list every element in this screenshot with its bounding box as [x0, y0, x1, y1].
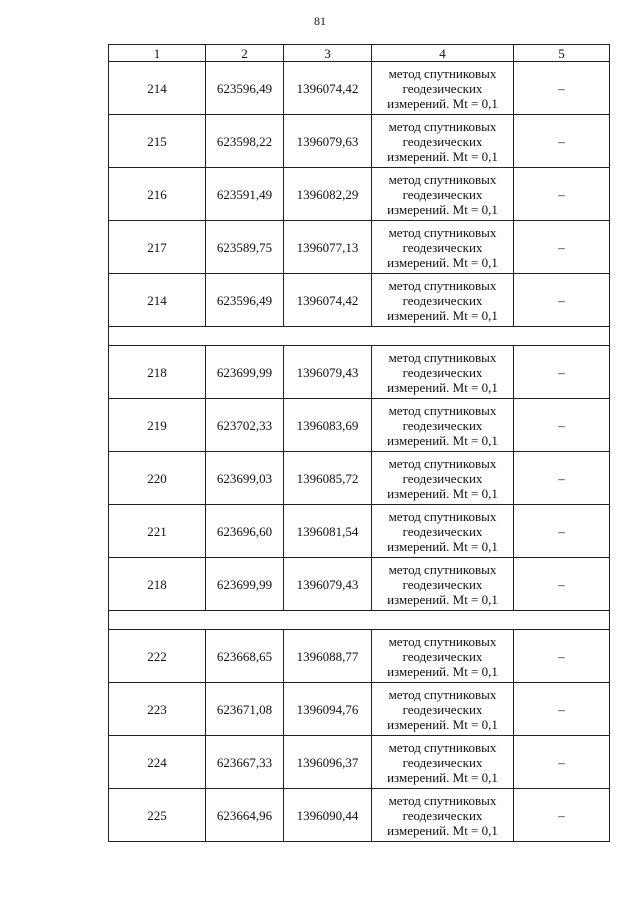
- x-coordinate-cell: 623696,60: [206, 505, 284, 558]
- method-line: геодезических: [402, 470, 483, 486]
- table-row: [109, 62, 610, 115]
- y-coordinate-cell: 1396096,37: [284, 736, 372, 789]
- table-header-row: [109, 45, 610, 62]
- x-coordinate-cell: 623667,33: [206, 736, 284, 789]
- y-coordinate-cell: 1396079,43: [284, 558, 372, 611]
- table-row: [109, 274, 610, 327]
- method-cell: [372, 452, 514, 505]
- coordinates-table: [108, 44, 610, 842]
- header-cell: 2: [206, 45, 284, 62]
- column-5-cell: –: [514, 168, 610, 221]
- method-cell: [372, 346, 514, 399]
- x-coordinate-cell: 623598,22: [206, 115, 284, 168]
- x-coordinate-cell: 623699,03: [206, 452, 284, 505]
- column-5-cell: –: [514, 452, 610, 505]
- column-5-cell: –: [514, 399, 610, 452]
- y-coordinate-cell: 1396077,13: [284, 221, 372, 274]
- method-line: измерений. Mt = 0,1: [387, 591, 498, 607]
- y-coordinate-cell: 1396082,29: [284, 168, 372, 221]
- x-coordinate-cell: 623671,08: [206, 683, 284, 736]
- page-number: 81: [314, 14, 326, 28]
- table-row: [109, 399, 610, 452]
- table-body: [109, 45, 610, 842]
- method-line: измерений. Mt = 0,1: [387, 822, 498, 838]
- point-number-cell: 217: [109, 221, 206, 274]
- table-row: [109, 789, 610, 842]
- method-cell: [372, 168, 514, 221]
- header-cell: 1: [109, 45, 206, 62]
- x-coordinate-cell: 623702,33: [206, 399, 284, 452]
- column-5-cell: –: [514, 346, 610, 399]
- table-row: [109, 346, 610, 399]
- method-line: геодезических: [402, 701, 483, 717]
- table-row: [109, 683, 610, 736]
- x-coordinate-cell: 623664,96: [206, 789, 284, 842]
- method-line: геодезических: [402, 576, 483, 592]
- header-cell: 4: [372, 45, 514, 62]
- table-row: [109, 115, 610, 168]
- method-line: метод спутниковых: [388, 65, 497, 81]
- method-line: измерений. Mt = 0,1: [387, 538, 498, 554]
- method-cell: [372, 683, 514, 736]
- table-row: [109, 221, 610, 274]
- method-line: измерений. Mt = 0,1: [387, 379, 498, 395]
- table-row: [109, 452, 610, 505]
- method-line: метод спутниковых: [388, 739, 497, 755]
- x-coordinate-cell: 623668,65: [206, 630, 284, 683]
- column-5-cell: –: [514, 683, 610, 736]
- column-5-cell: –: [514, 505, 610, 558]
- point-number-cell: 223: [109, 683, 206, 736]
- method-line: измерений. Mt = 0,1: [387, 95, 498, 111]
- point-number-cell: 216: [109, 168, 206, 221]
- method-line: метод спутниковых: [388, 561, 497, 577]
- y-coordinate-cell: 1396090,44: [284, 789, 372, 842]
- header-cell: 5: [514, 45, 610, 62]
- method-cell: [372, 274, 514, 327]
- method-cell: [372, 115, 514, 168]
- method-cell: [372, 558, 514, 611]
- x-coordinate-cell: 623591,49: [206, 168, 284, 221]
- table-row: [109, 630, 610, 683]
- point-number-cell: 219: [109, 399, 206, 452]
- method-line: геодезических: [402, 133, 483, 149]
- method-cell: [372, 505, 514, 558]
- method-line: геодезических: [402, 523, 483, 539]
- x-coordinate-cell: 623596,49: [206, 62, 284, 115]
- method-line: измерений. Mt = 0,1: [387, 201, 498, 217]
- method-line: геодезических: [402, 648, 483, 664]
- method-line: измерений. Mt = 0,1: [387, 485, 498, 501]
- method-cell: [372, 399, 514, 452]
- point-number-cell: 225: [109, 789, 206, 842]
- method-line: метод спутниковых: [388, 792, 497, 808]
- method-line: геодезических: [402, 754, 483, 770]
- method-line: метод спутниковых: [388, 633, 497, 649]
- y-coordinate-cell: 1396085,72: [284, 452, 372, 505]
- method-line: геодезических: [402, 239, 483, 255]
- column-5-cell: –: [514, 115, 610, 168]
- method-line: геодезических: [402, 186, 483, 202]
- y-coordinate-cell: 1396079,43: [284, 346, 372, 399]
- group-separator-row: [109, 611, 610, 630]
- x-coordinate-cell: 623699,99: [206, 346, 284, 399]
- method-line: геодезических: [402, 807, 483, 823]
- method-cell: [372, 221, 514, 274]
- column-5-cell: –: [514, 558, 610, 611]
- method-line: измерений. Mt = 0,1: [387, 663, 498, 679]
- method-line: измерений. Mt = 0,1: [387, 254, 498, 270]
- column-5-cell: –: [514, 221, 610, 274]
- method-cell: [372, 736, 514, 789]
- method-line: геодезических: [402, 292, 483, 308]
- method-line: измерений. Mt = 0,1: [387, 769, 498, 785]
- method-line: метод спутниковых: [388, 118, 497, 134]
- column-5-cell: –: [514, 274, 610, 327]
- method-line: метод спутниковых: [388, 455, 497, 471]
- separator-cell: [109, 611, 610, 630]
- table-row: [109, 736, 610, 789]
- column-5-cell: –: [514, 630, 610, 683]
- method-cell: [372, 789, 514, 842]
- y-coordinate-cell: 1396081,54: [284, 505, 372, 558]
- point-number-cell: 220: [109, 452, 206, 505]
- method-line: метод спутниковых: [388, 171, 497, 187]
- y-coordinate-cell: 1396079,63: [284, 115, 372, 168]
- x-coordinate-cell: 623589,75: [206, 221, 284, 274]
- point-number-cell: 214: [109, 62, 206, 115]
- method-line: геодезических: [402, 417, 483, 433]
- separator-cell: [109, 327, 610, 346]
- column-5-cell: –: [514, 789, 610, 842]
- method-line: метод спутниковых: [388, 508, 497, 524]
- point-number-cell: 218: [109, 346, 206, 399]
- method-line: геодезических: [402, 364, 483, 380]
- method-line: метод спутниковых: [388, 277, 497, 293]
- y-coordinate-cell: 1396088,77: [284, 630, 372, 683]
- point-number-cell: 222: [109, 630, 206, 683]
- method-line: измерений. Mt = 0,1: [387, 307, 498, 323]
- y-coordinate-cell: 1396074,42: [284, 62, 372, 115]
- point-number-cell: 224: [109, 736, 206, 789]
- method-line: метод спутниковых: [388, 349, 497, 365]
- method-line: измерений. Mt = 0,1: [387, 716, 498, 732]
- method-line: метод спутниковых: [388, 224, 497, 240]
- header-cell: 3: [284, 45, 372, 62]
- table-row: [109, 558, 610, 611]
- y-coordinate-cell: 1396083,69: [284, 399, 372, 452]
- method-cell: [372, 630, 514, 683]
- y-coordinate-cell: 1396074,42: [284, 274, 372, 327]
- method-cell: [372, 62, 514, 115]
- point-number-cell: 221: [109, 505, 206, 558]
- x-coordinate-cell: 623699,99: [206, 558, 284, 611]
- group-separator-row: [109, 327, 610, 346]
- method-line: измерений. Mt = 0,1: [387, 148, 498, 164]
- column-5-cell: –: [514, 62, 610, 115]
- x-coordinate-cell: 623596,49: [206, 274, 284, 327]
- point-number-cell: 214: [109, 274, 206, 327]
- method-line: геодезических: [402, 80, 483, 96]
- point-number-cell: 215: [109, 115, 206, 168]
- table-row: [109, 505, 610, 558]
- point-number-cell: 218: [109, 558, 206, 611]
- method-line: метод спутниковых: [388, 402, 497, 418]
- y-coordinate-cell: 1396094,76: [284, 683, 372, 736]
- table-row: [109, 168, 610, 221]
- column-5-cell: –: [514, 736, 610, 789]
- method-line: метод спутниковых: [388, 686, 497, 702]
- method-line: измерений. Mt = 0,1: [387, 432, 498, 448]
